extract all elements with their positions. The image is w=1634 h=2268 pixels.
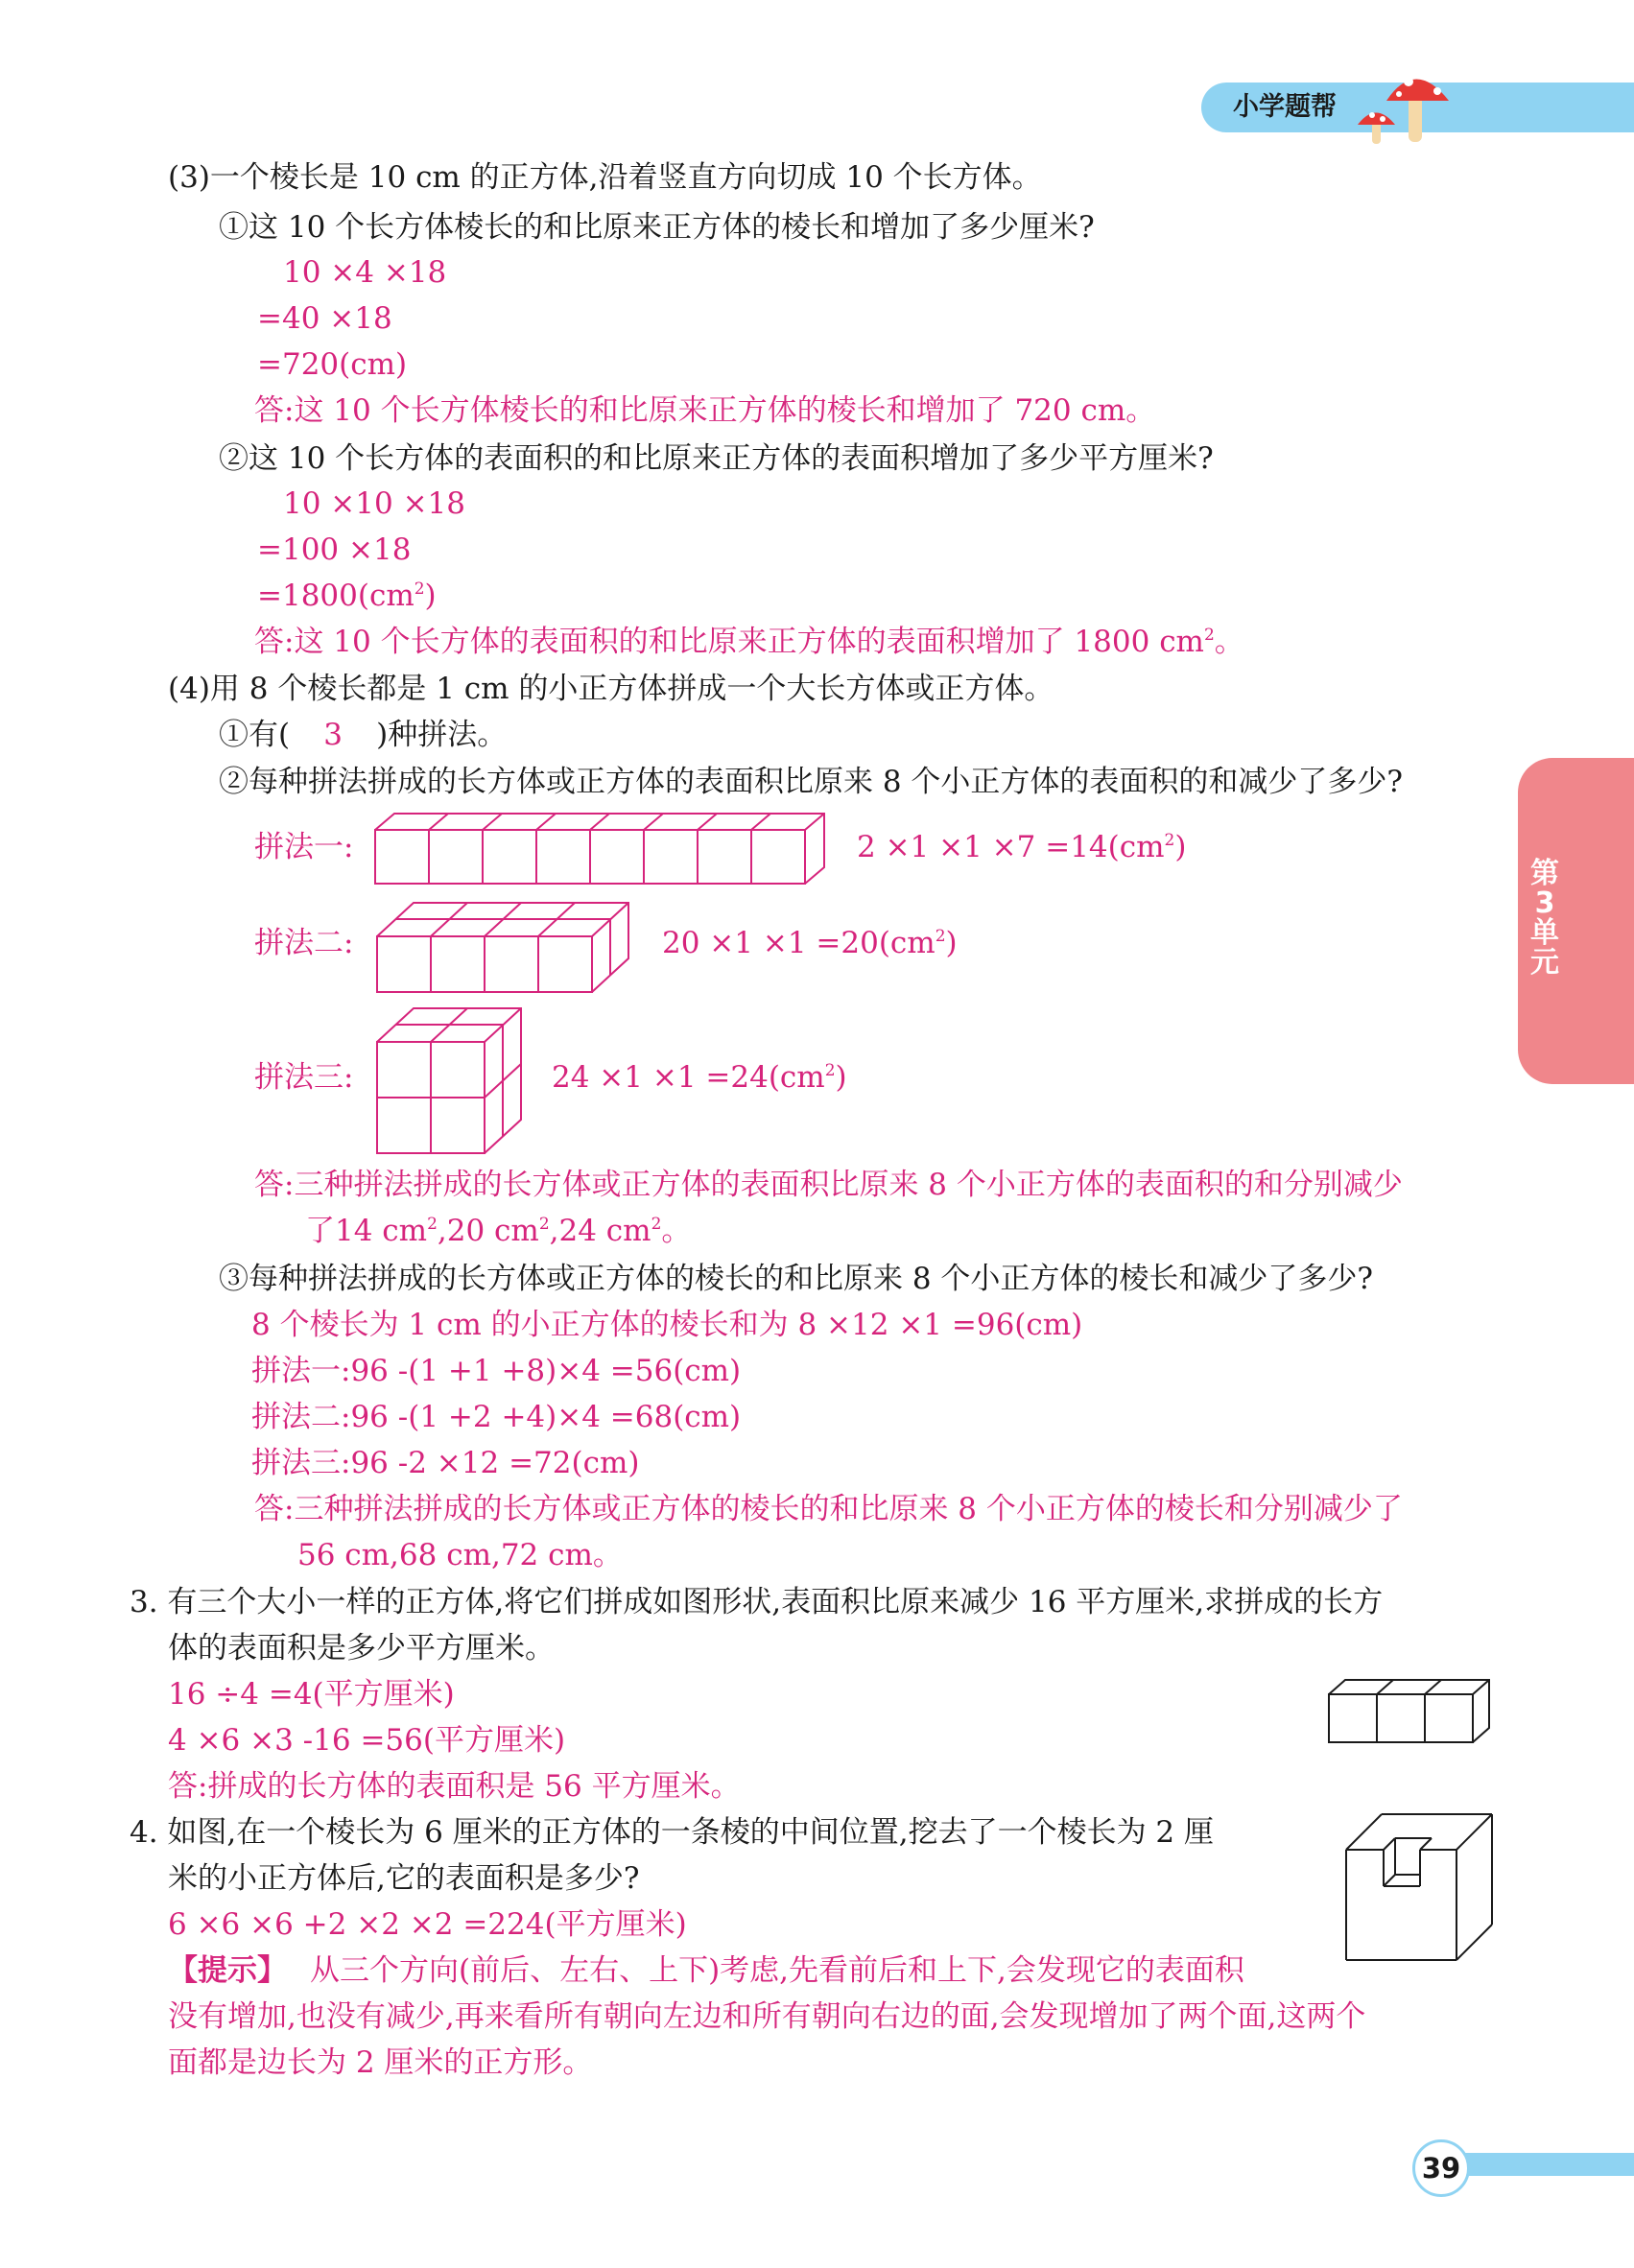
q4-sub1: ①有( 3 )种拼法。 <box>219 718 508 752</box>
method3-label: 拼法三: <box>254 1060 354 1095</box>
header-title: 小学题帮 <box>1233 92 1337 122</box>
p3-answer: 答:拼成的长方体的表面积是 56 平方厘米。 <box>168 1769 741 1804</box>
p4-title-line1: 4. 如图,在一个棱长为 6 厘米的正方体的一条棱的中间位置,挖去了一个棱长为 2 厘 <box>130 1815 1214 1850</box>
method1-figure <box>372 811 833 887</box>
method1-label: 拼法一: <box>254 830 354 864</box>
p3-figure <box>1326 1677 1494 1746</box>
p4-figure <box>1343 1811 1497 1965</box>
q3-sub1-step3: =720(cm) <box>257 347 408 382</box>
q4-sub3-question: ③每种拼法拼成的长方体或正方体的棱长的和比原来 8 个小正方体的棱长和减少了多少? <box>219 1262 1374 1296</box>
method2-formula: $20 \times 1 \times 1 =20(cm^2)$ <box>662 926 958 960</box>
q3-sub1-question: ①这 10 个长方体棱长的和比原来正方体的棱长和增加了多少厘米? <box>219 210 1095 245</box>
hint-tag: 【提示】 <box>168 1953 287 1988</box>
q4-sub1-answer: 3 <box>323 718 343 752</box>
method3-formula: $24 \times 1 \times 1 =24(cm^2)$ <box>552 1060 847 1095</box>
q3-sub2-step1: 10 ×10 ×18 <box>283 486 465 521</box>
p3-step2: 4 ×6 ×3 -16 =56(平方厘米) <box>168 1723 566 1758</box>
q4-sub3-answer-line1: 答:三种拼法拼成的长方体或正方体的棱长的和比原来 8 个小正方体的棱长和分别减少了 <box>254 1492 1403 1526</box>
unit-tab-label: 第3单元 <box>1530 857 1559 980</box>
mushroom-icon <box>1353 58 1458 149</box>
q3-title: (3)一个棱长是 10 cm 的正方体,沿着竖直方向切成 10 个长方体。 <box>168 160 1042 195</box>
p4-hint-line2: 没有增加,也没有减少,再来看所有朝向左边和所有朝向右边的面,会发现增加了两个面,这两个 <box>168 1999 1366 2034</box>
q3-sub2-question: ②这 10 个长方体的表面积的和比原来正方体的表面积增加了多少平方厘米? <box>219 441 1214 476</box>
p4-hint-line1: 【提示】 从三个方向(前后、左右、上下)考虑,先看前后和上下,会发现它的表面积 <box>168 1953 1244 1988</box>
method3-figure <box>374 1005 523 1159</box>
q3-sub2-answer: 答:这 10 个长方体的表面积的和比原来正方体的表面积增加了 1800 $cm^2$。 <box>254 625 1244 659</box>
method1-formula: $2 \times 1 \times 1 \times 7 =14(cm^2)$ <box>857 830 1187 864</box>
q3-sub1-step1: 10 ×4 ×18 <box>283 255 447 290</box>
q3-sub1-answer: 答:这 10 个长方体棱长的和比原来正方体的棱长和增加了 720 cm。 <box>254 393 1156 428</box>
q4-sub3-step4: 拼法三:96 -2 ×12 =72(cm) <box>251 1446 640 1480</box>
p3-step1: 16 ÷4 =4(平方厘米) <box>168 1677 455 1712</box>
q4-sub3-step3: 拼法二:96 -(1 +2 +4)×4 =68(cm) <box>251 1400 742 1434</box>
q3-sub2-step3: $=1800(cm^2)$ <box>257 579 437 613</box>
q4-title: (4)用 8 个棱长都是 1 cm 的小正方体拼成一个大长方体或正方体。 <box>168 672 1054 706</box>
q4-sub3-answer-line2: 56 cm,68 cm,72 cm。 <box>297 1538 623 1572</box>
page-number: 39 <box>1412 2139 1470 2197</box>
q4-sub2-answer-line1: 答:三种拼法拼成的长方体或正方体的表面积比原来 8 个小正方体的表面积的和分别减少 <box>254 1168 1403 1202</box>
q4-sub2-answer-line2: 了14 $cm^2,20$ $cm^2,24$ $cm^2$。 <box>305 1214 692 1248</box>
p3-title-line2: 体的表面积是多少平方厘米。 <box>168 1631 555 1666</box>
q3-sub1-step2: =40 ×18 <box>257 301 392 336</box>
p4-step: 6 ×6 ×6 +2 ×2 ×2 =224(平方厘米) <box>168 1907 687 1942</box>
p4-hint-line3: 面都是边长为 2 厘米的正方形。 <box>168 2045 593 2080</box>
q3-sub2-step2: =100 ×18 <box>257 532 412 567</box>
q4-sub2-question: ②每种拼法拼成的长方体或正方体的表面积比原来 8 个小正方体的表面积的和减少了多少? <box>219 765 1404 799</box>
p4-title-line2: 米的小正方体后,它的表面积是多少? <box>168 1861 640 1896</box>
footer-bar <box>1449 2153 1634 2176</box>
method2-figure <box>374 900 638 996</box>
p3-title-line1: 3. 有三个大小一样的正方体,将它们拼成如图形状,表面积比原来减少 16 平方厘米,求拼成的长方 <box>130 1585 1384 1619</box>
q4-sub3-step2: 拼法一:96 -(1 +1 +8)×4 =56(cm) <box>251 1354 742 1388</box>
method2-label: 拼法二: <box>254 926 354 960</box>
q4-sub3-step1: 8 个棱长为 1 cm 的小正方体的棱长和为 8 ×12 ×1 =96(cm) <box>251 1308 1083 1342</box>
